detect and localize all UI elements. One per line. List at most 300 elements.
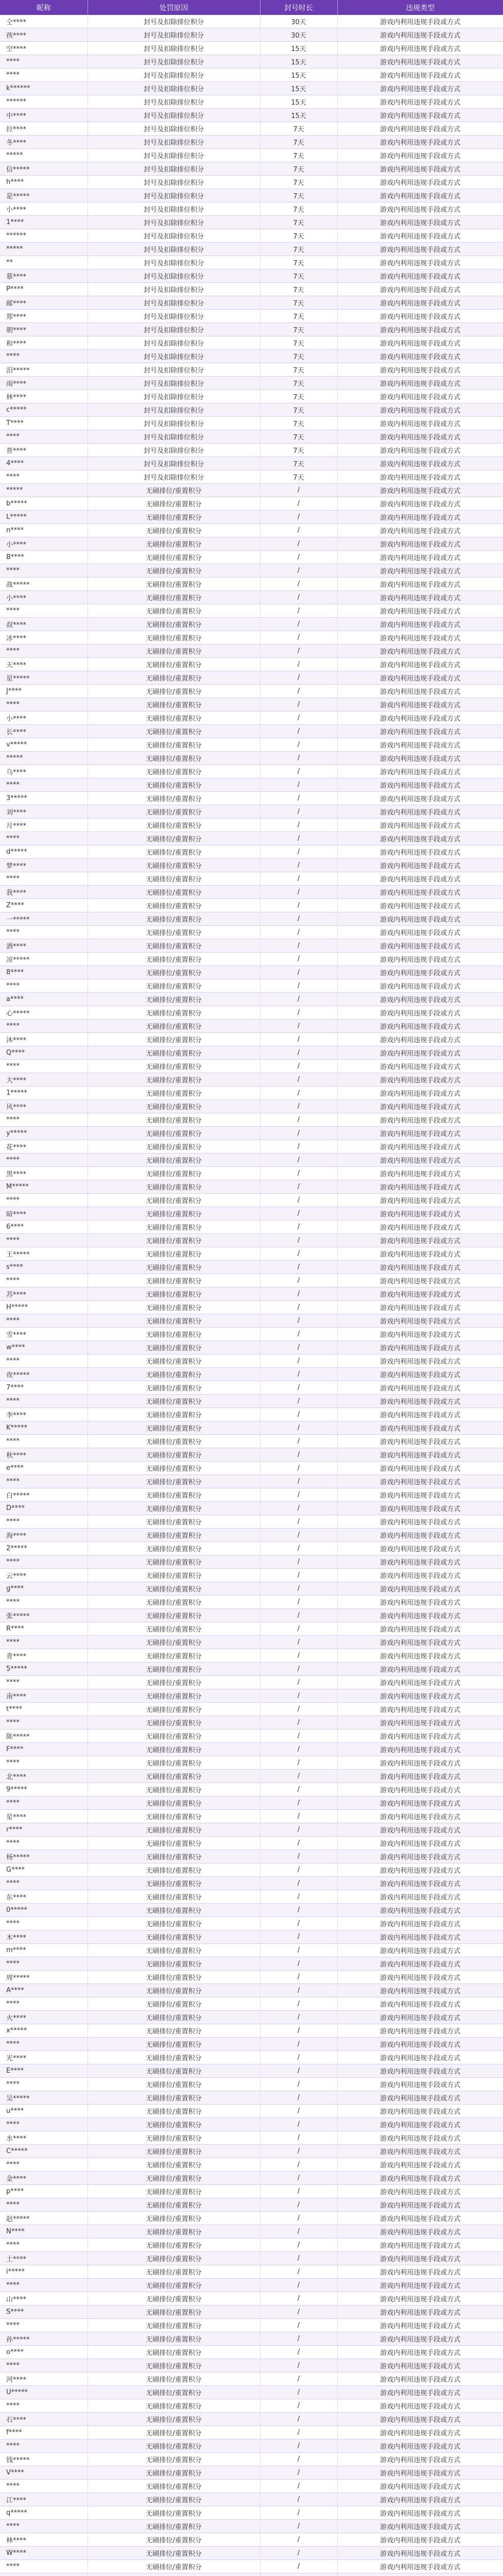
reason-cell: 封号及扣除排位积分: [88, 28, 260, 42]
reason-cell: 无刷排位/重置积分: [88, 792, 260, 805]
type-cell: 游戏内利用违规手段或方式: [337, 1341, 503, 1354]
table-row: [0, 2239, 503, 2252]
reason-cell: 无刷排位/重置积分: [88, 2252, 260, 2265]
name-cell: ****: [0, 872, 88, 886]
duration-cell: /: [260, 2386, 337, 2399]
duration-cell: 7天: [260, 323, 337, 336]
reason-cell: 无刷排位/重置积分: [88, 2372, 260, 2386]
table-row: [0, 2078, 503, 2091]
table-row: [0, 336, 503, 350]
name-cell: 白*****: [0, 1488, 88, 1502]
reason-cell: 无刷排位/重置积分: [88, 1515, 260, 1529]
type-cell: 游戏内利用违规手段或方式: [337, 645, 503, 658]
name-cell: 是*****: [0, 189, 88, 202]
duration-cell: /: [260, 1904, 337, 1917]
reason-cell: 封号及扣除排位积分: [88, 283, 260, 296]
duration-cell: /: [260, 1060, 337, 1073]
table-row: [0, 1502, 503, 1515]
reason-cell: 无刷排位/重置积分: [88, 1381, 260, 1395]
table-row: [0, 28, 503, 42]
duration-cell: /: [260, 979, 337, 993]
name-cell: g****: [0, 1582, 88, 1596]
type-cell: 游戏内利用违规手段或方式: [337, 939, 503, 953]
table-row: [0, 2520, 503, 2533]
type-cell: 游戏内利用违规手段或方式: [337, 993, 503, 1006]
reason-cell: 封号及扣除排位积分: [88, 430, 260, 444]
duration-cell: /: [260, 2038, 337, 2051]
type-cell: 游戏内利用违规手段或方式: [337, 1180, 503, 1194]
table-row: [0, 135, 503, 149]
name-cell: d*****: [0, 845, 88, 859]
reason-cell: 无刷排位/重置积分: [88, 671, 260, 685]
table-row: [0, 2480, 503, 2493]
table-row: [0, 1087, 503, 1100]
table-row: [0, 845, 503, 859]
reason-cell: 封号及扣除排位积分: [88, 202, 260, 216]
name-cell: 风****: [0, 1100, 88, 1113]
reason-cell: 无刷排位/重置积分: [88, 979, 260, 993]
type-cell: 游戏内利用违规手段或方式: [337, 256, 503, 269]
reason-cell: 无刷排位/重置积分: [88, 1287, 260, 1301]
table-row: [0, 2292, 503, 2306]
name-cell: R****: [0, 1622, 88, 1636]
reason-cell: 无刷排位/重置积分: [88, 1475, 260, 1488]
table-row: [0, 1006, 503, 1020]
duration-cell: /: [260, 1890, 337, 1904]
table-row: [0, 1475, 503, 1488]
type-cell: 游戏内利用违规手段或方式: [337, 1154, 503, 1167]
type-cell: 游戏内利用违规手段或方式: [337, 2426, 503, 2439]
name-cell: 酒****: [0, 939, 88, 953]
reason-cell: 无刷排位/重置积分: [88, 1274, 260, 1287]
reason-cell: 无刷排位/重置积分: [88, 2011, 260, 2024]
table-row: [0, 2172, 503, 2185]
table-row: [0, 872, 503, 886]
table-row: [0, 1743, 503, 1756]
duration-cell: /: [260, 1194, 337, 1207]
reason-cell: 无刷排位/重置积分: [88, 752, 260, 765]
name-cell: ****: [0, 1716, 88, 1730]
reason-cell: 封号及扣除排位积分: [88, 417, 260, 430]
name-cell: 江****: [0, 2493, 88, 2506]
duration-cell: /: [260, 1368, 337, 1381]
table-row: [0, 1676, 503, 1689]
duration-cell: /: [260, 1863, 337, 1877]
table-row: [0, 1810, 503, 1823]
table-row: [0, 752, 503, 765]
reason-cell: 无刷排位/重置积分: [88, 2051, 260, 2064]
reason-cell: 无刷排位/重置积分: [88, 778, 260, 792]
type-cell: 游戏内利用违规手段或方式: [337, 1622, 503, 1636]
reason-cell: 无刷排位/重置积分: [88, 1140, 260, 1154]
name-cell: ****: [0, 832, 88, 845]
name-cell: ****: [0, 1877, 88, 1890]
duration-cell: 7天: [260, 149, 337, 162]
duration-cell: 7天: [260, 243, 337, 256]
reason-cell: 无刷排位/重置积分: [88, 2091, 260, 2105]
name-cell: V****: [0, 2466, 88, 2480]
duration-cell: 7天: [260, 457, 337, 470]
duration-cell: 7天: [260, 202, 337, 216]
table-row: [0, 470, 503, 484]
table-row: [0, 2105, 503, 2118]
duration-cell: /: [260, 1113, 337, 1127]
table-row: [0, 1033, 503, 1046]
duration-cell: /: [260, 939, 337, 953]
name-cell: 天****: [0, 658, 88, 671]
table-row: [0, 269, 503, 283]
type-cell: 游戏内利用违规手段或方式: [337, 631, 503, 645]
type-cell: 游戏内利用违规手段或方式: [337, 162, 503, 176]
reason-cell: 无刷排位/重置积分: [88, 2332, 260, 2346]
reason-cell: 无刷排位/重置积分: [88, 2145, 260, 2158]
table-row: [0, 2198, 503, 2212]
duration-cell: /: [260, 2399, 337, 2413]
table-row: [0, 2466, 503, 2480]
reason-cell: 无刷排位/重置积分: [88, 2225, 260, 2239]
table-row: [0, 1783, 503, 1797]
table-row: [0, 1823, 503, 1837]
name-cell: ****: [0, 2399, 88, 2413]
name-cell: B****: [0, 551, 88, 564]
name-cell: 朝****: [0, 323, 88, 336]
name-cell: 泪*****: [0, 363, 88, 377]
duration-cell: 7天: [260, 135, 337, 149]
name-cell: 心*****: [0, 1006, 88, 1020]
table-row: [0, 939, 503, 953]
duration-cell: /: [260, 2185, 337, 2198]
name-cell: 1*****: [0, 1087, 88, 1100]
duration-cell: /: [260, 1649, 337, 1663]
type-cell: 游戏内利用违规手段或方式: [337, 859, 503, 872]
reason-cell: 封号及扣除排位积分: [88, 269, 260, 283]
table-row: [0, 1944, 503, 1957]
table-row: [0, 1167, 503, 1180]
name-cell: 信*****: [0, 162, 88, 176]
table-row: [0, 832, 503, 845]
duration-cell: /: [260, 1730, 337, 1743]
name-cell: ****: [0, 1555, 88, 1569]
name-cell: 2*****: [0, 1542, 88, 1555]
name-cell: *****: [0, 243, 88, 256]
table-row: [0, 1234, 503, 1247]
type-cell: 游戏内利用违规手段或方式: [337, 1582, 503, 1596]
type-cell: 游戏内利用违规手段或方式: [337, 2279, 503, 2292]
type-cell: 游戏内利用违规手段或方式: [337, 1555, 503, 1569]
name-cell: ****: [0, 1154, 88, 1167]
table-row: [0, 2413, 503, 2426]
table-row: [0, 149, 503, 162]
name-cell: 王*****: [0, 1247, 88, 1261]
reason-cell: 无刷排位/重置积分: [88, 1944, 260, 1957]
column-header-type: 违规类型: [337, 0, 503, 15]
table-row: [0, 1274, 503, 1287]
table-row: [0, 578, 503, 591]
reason-cell: 封号及扣除排位积分: [88, 162, 260, 176]
duration-cell: /: [260, 2359, 337, 2372]
table-row: [0, 2118, 503, 2131]
reason-cell: 无刷排位/重置积分: [88, 1448, 260, 1462]
type-cell: 游戏内利用违规手段或方式: [337, 1033, 503, 1046]
type-cell: 游戏内利用违规手段或方式: [337, 2399, 503, 2413]
reason-cell: 无刷排位/重置积分: [88, 845, 260, 859]
table-row: [0, 2038, 503, 2051]
reason-cell: 无刷排位/重置积分: [88, 1207, 260, 1221]
duration-cell: /: [260, 1569, 337, 1582]
duration-cell: /: [260, 2118, 337, 2131]
name-cell: f****: [0, 2426, 88, 2439]
type-cell: 游戏内利用违规手段或方式: [337, 15, 503, 28]
name-cell: ****: [0, 1020, 88, 1033]
reason-cell: 封号及扣除排位积分: [88, 350, 260, 363]
duration-cell: 7天: [260, 310, 337, 323]
reason-cell: 无刷排位/重置积分: [88, 1863, 260, 1877]
reason-cell: 无刷排位/重置积分: [88, 631, 260, 645]
table-row: [0, 537, 503, 551]
reason-cell: 无刷排位/重置积分: [88, 1462, 260, 1475]
type-cell: 游戏内利用违规手段或方式: [337, 725, 503, 738]
reason-cell: 无刷排位/重置积分: [88, 1194, 260, 1207]
reason-cell: 无刷排位/重置积分: [88, 1689, 260, 1703]
reason-cell: 无刷排位/重置积分: [88, 511, 260, 524]
type-cell: 游戏内利用违规手段或方式: [337, 1756, 503, 1770]
reason-cell: 无刷排位/重置积分: [88, 859, 260, 872]
type-cell: 游戏内利用违规手段或方式: [337, 953, 503, 966]
table-row: [0, 1354, 503, 1368]
type-cell: 游戏内利用违规手段或方式: [337, 2185, 503, 2198]
table-row: [0, 430, 503, 444]
name-cell: 钱*****: [0, 2453, 88, 2466]
reason-cell: 无刷排位/重置积分: [88, 1167, 260, 1180]
table-row: [0, 1649, 503, 1663]
type-cell: 游戏内利用违规手段或方式: [337, 658, 503, 671]
type-cell: 游戏内利用违规手段或方式: [337, 2131, 503, 2145]
type-cell: 游戏内利用违规手段或方式: [337, 2198, 503, 2212]
type-cell: 游戏内利用违规手段或方式: [337, 2547, 503, 2560]
name-cell: ****: [0, 2439, 88, 2453]
reason-cell: 无刷排位/重置积分: [88, 2560, 260, 2573]
name-cell: 9*****: [0, 1783, 88, 1797]
duration-cell: /: [260, 2560, 337, 2573]
table-row: [0, 202, 503, 216]
reason-cell: 无刷排位/重置积分: [88, 939, 260, 953]
duration-cell: 7天: [260, 403, 337, 417]
table-row: [0, 1073, 503, 1087]
duration-cell: /: [260, 564, 337, 578]
table-row: [0, 444, 503, 457]
duration-cell: /: [260, 792, 337, 805]
type-cell: 游戏内利用违规手段或方式: [337, 805, 503, 819]
reason-cell: 无刷排位/重置积分: [88, 2292, 260, 2306]
duration-cell: /: [260, 1689, 337, 1703]
duration-cell: /: [260, 1287, 337, 1301]
type-cell: 游戏内利用违规手段或方式: [337, 2225, 503, 2239]
table-row: [0, 176, 503, 189]
reason-cell: 无刷排位/重置积分: [88, 1435, 260, 1448]
name-cell: J****: [0, 685, 88, 698]
type-cell: 游戏内利用违规手段或方式: [337, 1890, 503, 1904]
type-cell: 游戏内利用违规手段或方式: [337, 685, 503, 698]
duration-cell: /: [260, 2332, 337, 2346]
type-cell: 游戏内利用违规手段或方式: [337, 336, 503, 350]
table-row: [0, 2319, 503, 2332]
table-row: [0, 2131, 503, 2145]
type-cell: 游戏内利用违规手段或方式: [337, 698, 503, 711]
table-row: [0, 1770, 503, 1783]
name-cell: 郑****: [0, 310, 88, 323]
duration-cell: /: [260, 886, 337, 899]
table-row: [0, 1837, 503, 1850]
type-cell: 游戏内利用违规手段或方式: [337, 1957, 503, 1971]
name-cell: Z****: [0, 899, 88, 912]
name-cell: 冰****: [0, 631, 88, 645]
reason-cell: 无刷排位/重置积分: [88, 1113, 260, 1127]
reason-cell: 无刷排位/重置积分: [88, 765, 260, 778]
table-row: [0, 2359, 503, 2372]
type-cell: 游戏内利用违规手段或方式: [337, 1448, 503, 1462]
reason-cell: 无刷排位/重置积分: [88, 1341, 260, 1354]
reason-cell: 无刷排位/重置积分: [88, 2480, 260, 2493]
duration-cell: /: [260, 2279, 337, 2292]
type-cell: 游戏内利用违规手段或方式: [337, 189, 503, 202]
name-cell: q*****: [0, 2506, 88, 2520]
type-cell: 游戏内利用违规手段或方式: [337, 2051, 503, 2064]
duration-cell: /: [260, 1756, 337, 1770]
duration-cell: /: [260, 2265, 337, 2279]
type-cell: 游戏内利用违规手段或方式: [337, 872, 503, 886]
type-cell: 游戏内利用违规手段或方式: [337, 2239, 503, 2252]
duration-cell: /: [260, 1488, 337, 1502]
reason-cell: 无刷排位/重置积分: [88, 912, 260, 926]
type-cell: 游戏内利用违规手段或方式: [337, 2520, 503, 2533]
type-cell: 游戏内利用违规手段或方式: [337, 1904, 503, 1917]
table-row: [0, 1609, 503, 1622]
table-row: [0, 283, 503, 296]
duration-cell: /: [260, 1140, 337, 1154]
table-row: [0, 979, 503, 993]
duration-cell: /: [260, 912, 337, 926]
name-cell: ****: [0, 645, 88, 658]
reason-cell: 无刷排位/重置积分: [88, 805, 260, 819]
table-row: [0, 1984, 503, 1997]
duration-cell: /: [260, 1971, 337, 1984]
duration-cell: 7天: [260, 176, 337, 189]
table-row: [0, 1555, 503, 1569]
table-row: [0, 55, 503, 69]
duration-cell: /: [260, 1301, 337, 1314]
type-cell: 游戏内利用违规手段或方式: [337, 604, 503, 618]
type-cell: 游戏内利用违规手段或方式: [337, 1569, 503, 1582]
name-cell: 仝****: [0, 15, 88, 28]
duration-cell: /: [260, 1850, 337, 1863]
type-cell: 游戏内利用违规手段或方式: [337, 1274, 503, 1287]
name-cell: ****: [0, 2359, 88, 2372]
duration-cell: /: [260, 2145, 337, 2158]
table-row: [0, 1448, 503, 1462]
type-cell: 游戏内利用违规手段或方式: [337, 2038, 503, 2051]
name-cell: ****: [0, 430, 88, 444]
duration-cell: 15天: [260, 109, 337, 122]
reason-cell: 无刷排位/重置积分: [88, 685, 260, 698]
name-cell: ****: [0, 1395, 88, 1408]
name-cell: w****: [0, 1341, 88, 1354]
table-row: [0, 1368, 503, 1381]
duration-cell: /: [260, 698, 337, 711]
reason-cell: 无刷排位/重置积分: [88, 2212, 260, 2225]
reason-cell: 无刷排位/重置积分: [88, 1997, 260, 2011]
column-header-name: 昵称: [0, 0, 88, 15]
name-cell: P****: [0, 283, 88, 296]
reason-cell: 无刷排位/重置积分: [88, 2493, 260, 2506]
type-cell: 游戏内利用违规手段或方式: [337, 2306, 503, 2319]
name-cell: 长****: [0, 725, 88, 738]
name-cell: ****: [0, 2279, 88, 2292]
reason-cell: 无刷排位/重置积分: [88, 1917, 260, 1930]
type-cell: 游戏内利用违规手段或方式: [337, 1703, 503, 1716]
reason-cell: 无刷排位/重置积分: [88, 2359, 260, 2372]
reason-cell: 无刷排位/重置积分: [88, 2265, 260, 2279]
duration-cell: /: [260, 1783, 337, 1797]
type-cell: 游戏内利用违规手段或方式: [337, 738, 503, 752]
name-cell: 大****: [0, 1073, 88, 1087]
table-row: [0, 2533, 503, 2547]
name-cell: ****: [0, 604, 88, 618]
type-cell: 游戏内利用违规手段或方式: [337, 1529, 503, 1542]
table-row: [0, 1797, 503, 1810]
table-row: [0, 645, 503, 658]
type-cell: 游戏内利用违规手段或方式: [337, 1863, 503, 1877]
reason-cell: 无刷排位/重置积分: [88, 2533, 260, 2547]
type-cell: 游戏内利用违规手段或方式: [337, 792, 503, 805]
type-cell: 游戏内利用违规手段或方式: [337, 1542, 503, 1555]
table-row: [0, 1341, 503, 1354]
reason-cell: 无刷排位/重置积分: [88, 2386, 260, 2399]
type-cell: 游戏内利用违规手段或方式: [337, 2346, 503, 2359]
duration-cell: /: [260, 2158, 337, 2172]
name-cell: 空****: [0, 42, 88, 55]
table-row: [0, 564, 503, 578]
duration-cell: 15天: [260, 42, 337, 55]
name-cell: K*****: [0, 1421, 88, 1435]
type-cell: 游戏内利用违规手段或方式: [337, 1850, 503, 1863]
table-row: [0, 1596, 503, 1609]
name-cell: ****: [0, 2520, 88, 2533]
table-row: [0, 216, 503, 229]
reason-cell: 无刷排位/重置积分: [88, 2319, 260, 2332]
name-cell: b*****: [0, 497, 88, 511]
table-row: [0, 899, 503, 912]
name-cell: 月****: [0, 819, 88, 832]
duration-cell: /: [260, 2480, 337, 2493]
reason-cell: 无刷排位/重置积分: [88, 484, 260, 497]
column-header-reason: 处罚原因: [88, 0, 260, 15]
reason-cell: 封号及扣除排位积分: [88, 69, 260, 82]
duration-cell: /: [260, 1743, 337, 1756]
table-row: [0, 1917, 503, 1930]
type-cell: 游戏内利用违规手段或方式: [337, 899, 503, 912]
name-cell: ****: [0, 470, 88, 484]
table-row: [0, 698, 503, 711]
reason-cell: 无刷排位/重置积分: [88, 2078, 260, 2091]
duration-cell: /: [260, 1247, 337, 1261]
reason-cell: 无刷排位/重置积分: [88, 1569, 260, 1582]
duration-cell: /: [260, 1823, 337, 1837]
type-cell: 游戏内利用违规手段或方式: [337, 310, 503, 323]
type-cell: 游戏内利用违规手段或方式: [337, 2439, 503, 2453]
duration-cell: /: [260, 1529, 337, 1542]
reason-cell: 无刷排位/重置积分: [88, 2024, 260, 2038]
reason-cell: 无刷排位/重置积分: [88, 1555, 260, 1569]
